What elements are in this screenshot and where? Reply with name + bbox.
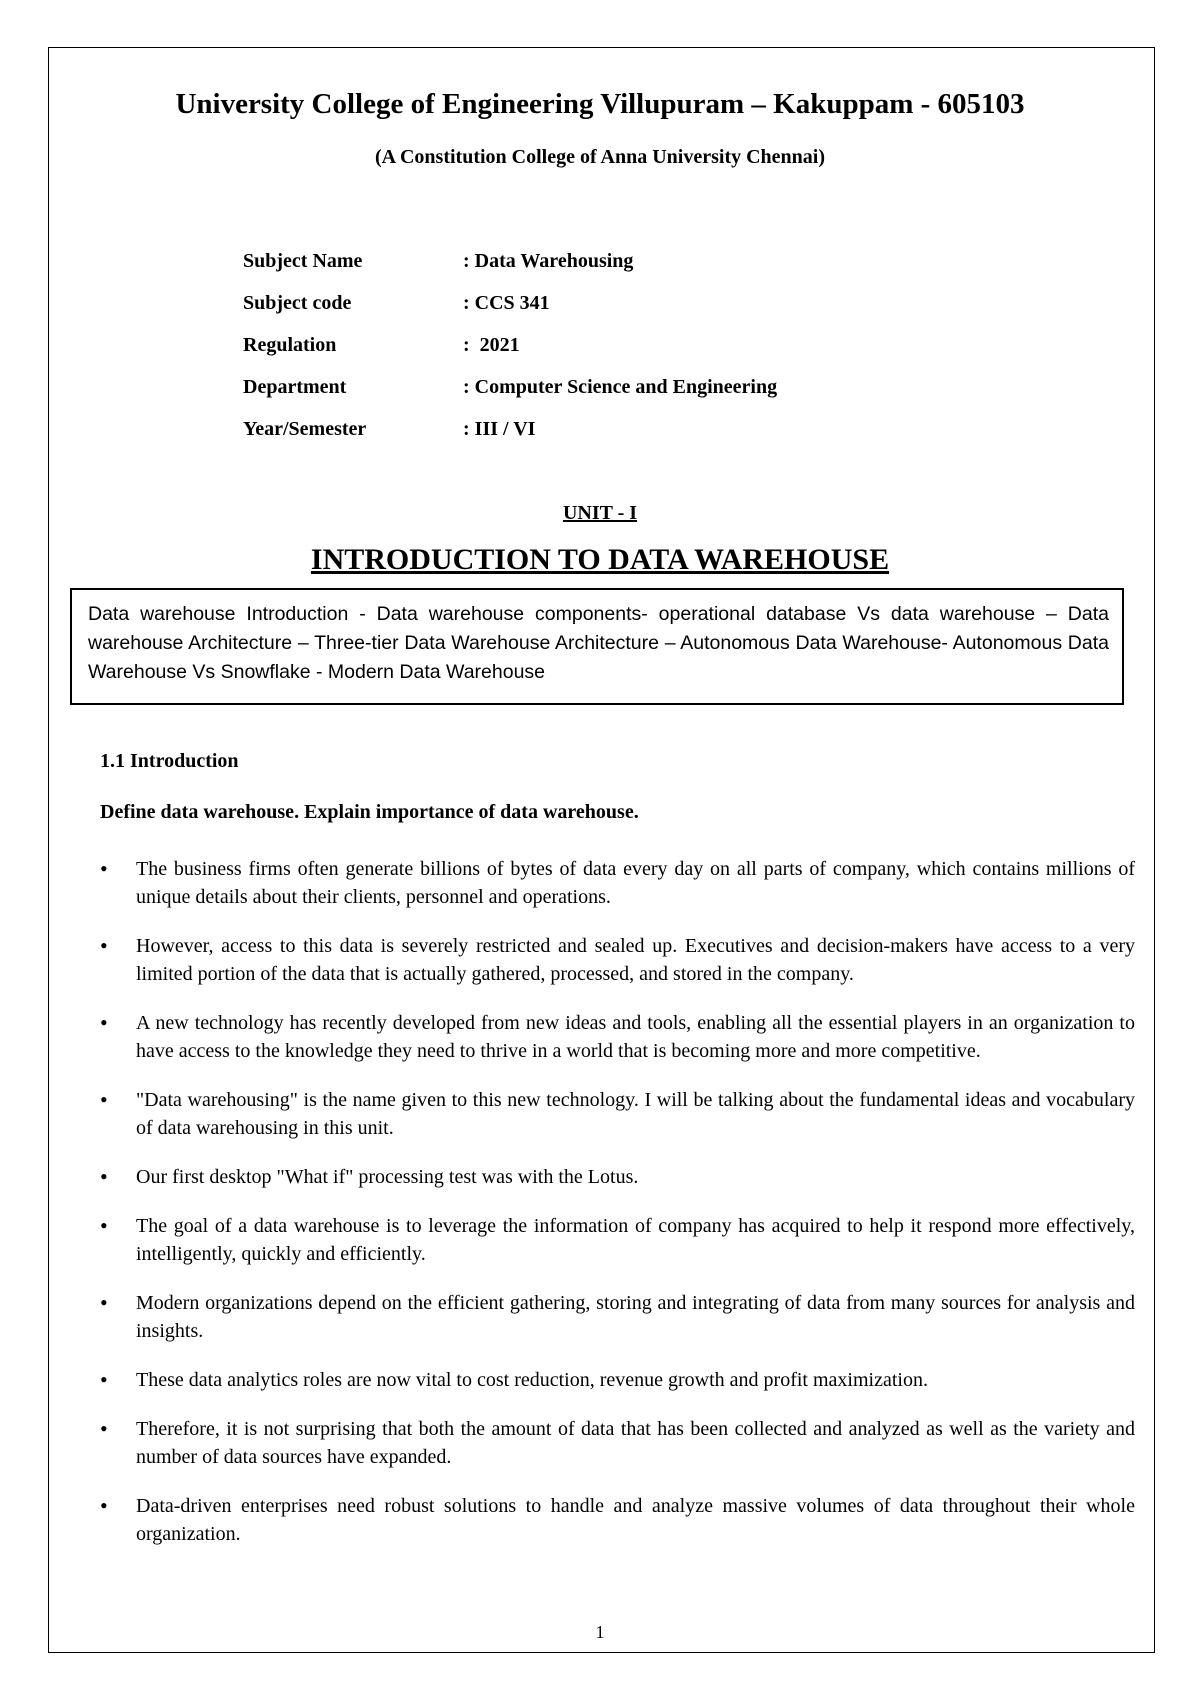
bullet-icon: •	[100, 1493, 108, 1518]
info-row-department	[243, 376, 777, 418]
list-item	[100, 1415, 1135, 1471]
bullet-icon: •	[100, 1367, 108, 1392]
bullet-icon: •	[100, 933, 108, 958]
list-item	[100, 1086, 1135, 1142]
list-item	[100, 855, 1135, 911]
list-item-text: The goal of a data warehouse is to leverage the information of company has acquired to help it respond more effectively, intelligently, quickly and efficiently.	[136, 1215, 1135, 1265]
info-label: Regulation	[243, 334, 337, 356]
info-row-subject-name	[243, 250, 777, 292]
bullet-icon: •	[100, 1213, 108, 1238]
info-value: : 2021	[463, 334, 520, 356]
syllabus-box: Data warehouse Introduction - Data warehouse components- operational database Vs data warehouse – Data warehouse Architecture – Three-tier Data Warehouse Architecture – Autonomous Data Warehouse- Autonomous Data Warehouse Vs Snowflake - Modern Data Warehouse	[70, 588, 1124, 705]
unit-title: INTRODUCTION TO DATA WAREHOUSE	[310, 543, 890, 576]
list-item	[100, 1212, 1135, 1268]
list-item-text: Modern organizations depend on the efficient gathering, storing and integrating of data from many sources for analysis and insights.	[136, 1292, 1135, 1342]
bullet-icon: •	[100, 1416, 108, 1441]
list-item-text: Therefore, it is not surprising that both the amount of data that has been collected and analyzed as well as the variety and number of data sources have expanded.	[136, 1418, 1135, 1468]
info-value: : Data Warehousing	[463, 250, 634, 272]
list-item	[100, 1163, 1135, 1191]
info-value: : Computer Science and Engineering	[463, 376, 778, 398]
info-label: Department	[243, 376, 347, 398]
bullet-icon: •	[100, 1087, 108, 1112]
list-item-text: The business firms often generate billions of bytes of data every day on all parts of company, which contains millions of unique details about their clients, personnel and operations.	[136, 858, 1135, 908]
info-value: : CCS 341	[463, 292, 550, 314]
info-label: Year/Semester	[243, 418, 367, 440]
page-number: 1	[595, 1622, 605, 1642]
list-item-text: "Data warehousing" is the name given to this new technology. I will be talking about the fundamental ideas and vocabulary of data warehousing in this unit.	[136, 1089, 1135, 1139]
bullet-list	[100, 855, 1135, 1569]
list-item	[100, 1289, 1135, 1345]
document-subtitle: (A Constitution College of Anna University Chennai)	[374, 146, 826, 168]
question-heading: Define data warehouse. Explain importance of data warehouse.	[100, 801, 639, 823]
list-item-text: However, access to this data is severely restricted and sealed up. Executives and decision-makers have access to a very limited portion of the data that is actually gathered, processed, and stored in the company.	[136, 935, 1135, 985]
bullet-icon: •	[100, 1290, 108, 1315]
list-item	[100, 1009, 1135, 1065]
list-item	[100, 1366, 1135, 1394]
list-item	[100, 932, 1135, 988]
subject-info-table	[243, 250, 777, 460]
unit-label: UNIT - I	[562, 502, 638, 524]
info-row-year-semester	[243, 418, 777, 460]
document-title: University College of Engineering Villupuram – Kakuppam - 605103	[175, 88, 1025, 120]
info-label: Subject code	[243, 292, 352, 314]
bullet-icon: •	[100, 1164, 108, 1189]
list-item-text: Our first desktop "What if" processing test was with the Lotus.	[136, 1166, 639, 1188]
bullet-icon: •	[100, 856, 108, 881]
info-row-regulation	[243, 334, 777, 376]
info-value: : III / VI	[463, 418, 536, 440]
info-label: Subject Name	[243, 250, 363, 272]
section-heading: 1.1 Introduction	[100, 750, 239, 772]
list-item	[100, 1492, 1135, 1548]
list-item-text: These data analytics roles are now vital to cost reduction, revenue growth and profit maximization.	[136, 1369, 928, 1391]
info-row-subject-code	[243, 292, 777, 334]
bullet-icon: •	[100, 1010, 108, 1035]
list-item-text: A new technology has recently developed from new ideas and tools, enabling all the essential players in an organization to have access to the knowledge they need to thrive in a world that is becoming more and more competitive.	[136, 1012, 1135, 1062]
list-item-text: Data-driven enterprises need robust solutions to handle and analyze massive volumes of data throughout their whole organization.	[136, 1495, 1135, 1545]
